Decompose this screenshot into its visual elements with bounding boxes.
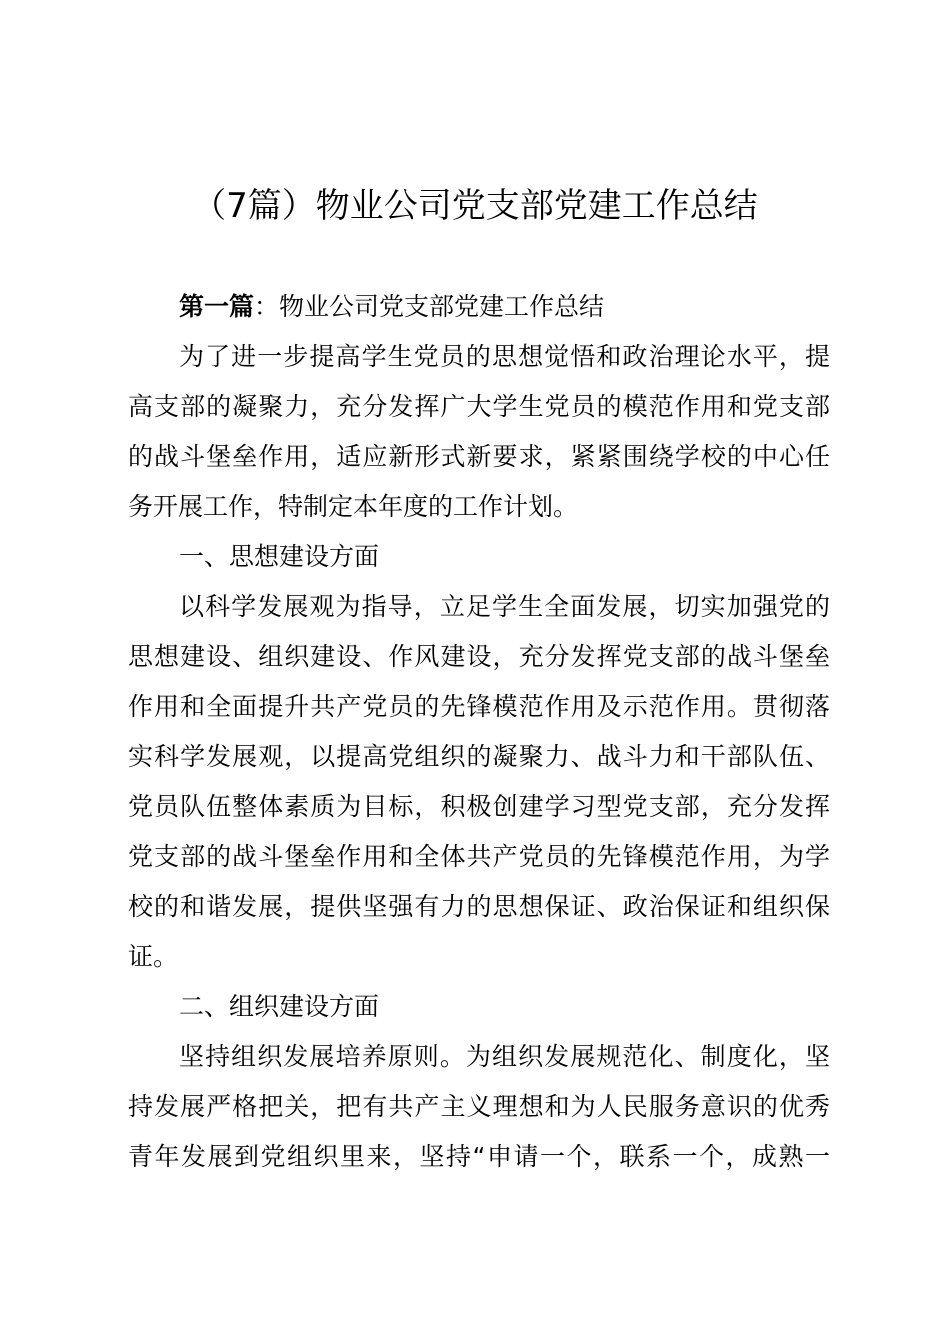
paragraph-line: 党员队伍整体素质为目标，积极创建学习型党支部，充分发挥 [128,792,830,821]
section-heading: 二、组织建设方面 [179,992,380,1021]
paragraph-line: 持发展严格把关，把有共产主义理想和为人民服务意识的优秀 [128,1092,830,1121]
paragraph-line: 思想建设、组织建设、作风建设，充分发挥党支部的战斗堡垒 [128,642,830,671]
paragraph-line: 青年发展到党组织里来，坚持“申请一个，联系一个，成熟一 [128,1142,830,1171]
paragraph-line: 的战斗堡垒作用，适应新形式新要求，紧紧围绕学校的中心任 [128,442,830,471]
paragraph-line: 校的和谐发展，提供坚强有力的思想保证、政治保证和组织保 [128,892,830,921]
paragraph-line: 为了进一步提高学生党员的思想觉悟和政治理论水平，提 [179,342,830,371]
paragraph-line: 坚持组织发展培养原则。为组织发展规范化、制度化，坚 [179,1042,830,1071]
paragraph-line: 高支部的凝聚力，充分发挥广大学生党员的模范作用和党支部 [128,392,830,421]
chapter-title: ：物业公司党支部党建工作总结 [254,292,605,321]
paragraph-line: 党支部的战斗堡垒作用和全体共产党员的先锋模范作用，为学 [128,842,830,871]
paragraph-line: 务开展工作，特制定本年度的工作计划。 [128,492,579,521]
paragraph-line: 证。 [128,942,179,971]
chapter-prefix: 第一篇 [179,292,255,321]
document-title: （7篇）物业公司党支部党建工作总结 [192,186,758,226]
paragraph-line: 实科学发展观，以提高党组织的凝聚力、战斗力和干部队伍、 [128,742,830,771]
document-body [128,282,830,1182]
paragraph-line: 以科学发展观为指导，立足学生全面发展，切实加强党的 [179,592,830,621]
section-heading: 一、思想建设方面 [179,542,380,571]
paragraph-line: 作用和全面提升共产党员的先锋模范作用及示范作用。贯彻落 [128,692,830,721]
chapter-heading [128,282,830,332]
